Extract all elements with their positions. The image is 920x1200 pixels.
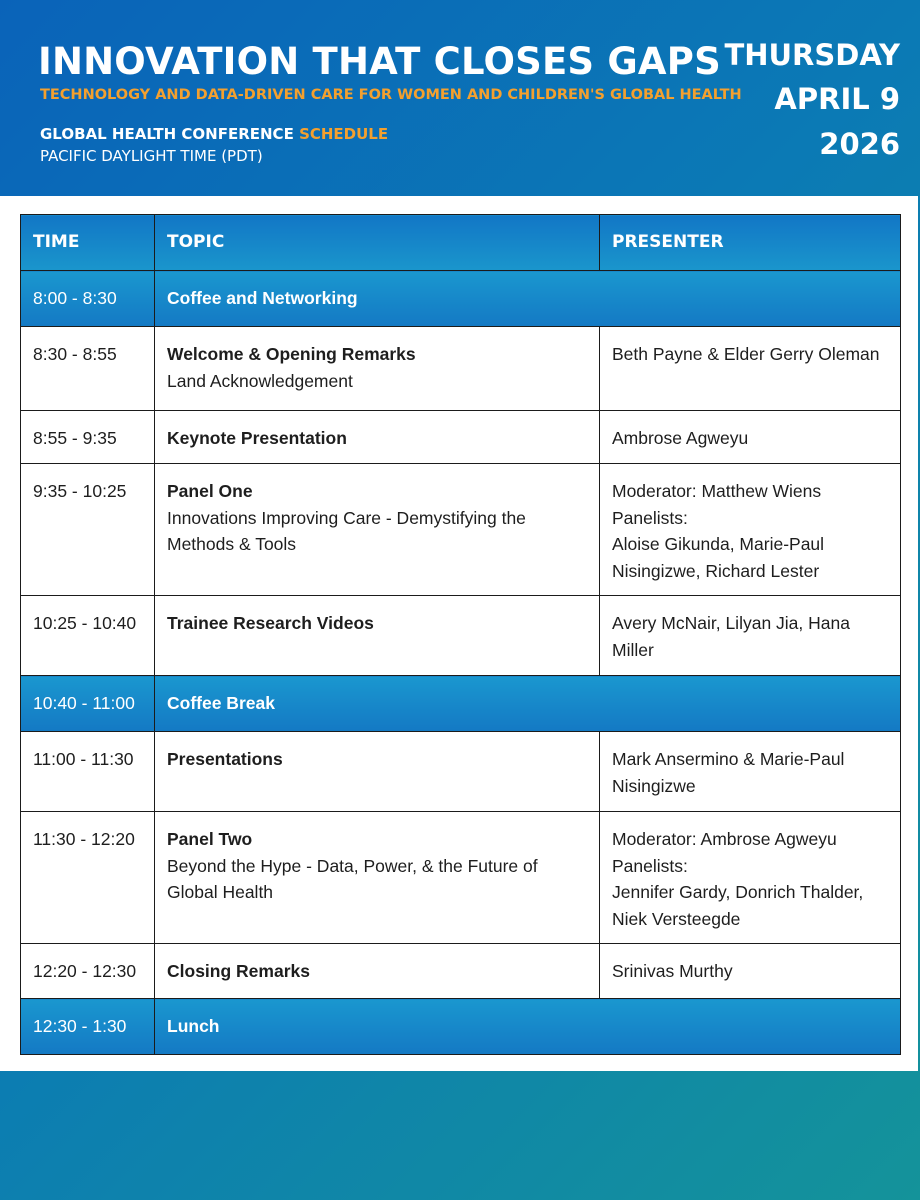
presenter-cell: Ambrose Agweyu — [600, 411, 901, 464]
topic-detail: Beyond the Hype - Data, Power, & the Future of Global Health — [167, 855, 538, 902]
topic-title: Panel Two — [167, 829, 253, 849]
column-header-topic: TOPIC — [155, 215, 600, 271]
topic-detail: Land Acknowledgement — [167, 370, 353, 391]
presenter-cell: Avery McNair, Lilyan Jia, Hana Miller — [600, 596, 901, 676]
time-cell: 12:20 - 12:30 — [21, 944, 155, 999]
conference-name: GLOBAL HEALTH CONFERENCE — [40, 125, 294, 143]
time-cell: 9:35 - 10:25 — [21, 464, 155, 596]
schedule-table — [20, 214, 901, 1055]
table-row — [21, 464, 901, 596]
topic-title: Panel One — [167, 481, 253, 501]
topic-title: Welcome & Opening Remarks — [167, 344, 416, 364]
time-cell: 12:30 - 1:30 — [21, 999, 155, 1055]
time-cell: 8:55 - 9:35 — [21, 411, 155, 464]
topic-cell — [155, 812, 600, 944]
topic-title: Closing Remarks — [167, 961, 310, 981]
table-row — [21, 271, 901, 327]
table-row — [21, 944, 901, 999]
time-cell: 10:25 - 10:40 — [21, 596, 155, 676]
presenter-moderator: Moderator: Ambrose Agweyu — [612, 829, 837, 849]
topic-cell — [155, 596, 600, 676]
time-cell: 8:00 - 8:30 — [21, 271, 155, 327]
table-row — [21, 676, 901, 732]
time-cell: 8:30 - 8:55 — [21, 327, 155, 411]
timezone-label: PACIFIC DAYLIGHT TIME (PDT) — [40, 147, 263, 165]
table-row — [21, 999, 901, 1055]
topic-cell — [155, 327, 600, 411]
column-header-time: TIME — [21, 215, 155, 271]
header-banner — [0, 0, 920, 196]
schedule-panel — [0, 196, 918, 1071]
topic-cell — [155, 944, 600, 999]
page-title: INNOVATION THAT CLOSES GAPS — [38, 40, 721, 83]
table-row — [21, 327, 901, 411]
presenter-cell: Mark Ansermino & Marie-Paul Nisingizwe — [600, 732, 901, 812]
schedule-label: SCHEDULE — [299, 125, 389, 143]
table-row — [21, 411, 901, 464]
presenter-moderator: Moderator: Matthew Wiens — [612, 481, 822, 501]
topic-detail: Innovations Improving Care - Demystifying the Methods & Tools — [167, 507, 526, 554]
presenter-cell — [600, 812, 901, 944]
table-header-row — [21, 215, 901, 271]
page-subtitle: TECHNOLOGY AND DATA-DRIVEN CARE FOR WOMEN AND CHILDREN'S GLOBAL HEALTH — [40, 87, 742, 103]
topic-cell: Coffee Break — [155, 676, 901, 732]
topic-cell: Lunch — [155, 999, 901, 1055]
topic-title: Presentations — [167, 749, 283, 769]
time-cell: 11:30 - 12:20 — [21, 812, 155, 944]
topic-title: Trainee Research Videos — [167, 613, 374, 633]
column-header-presenter: PRESENTER — [600, 215, 901, 271]
presenter-cell: Srinivas Murthy — [600, 944, 901, 999]
table-row — [21, 596, 901, 676]
presenter-panelists-label: Panelists: — [612, 855, 688, 876]
topic-cell — [155, 411, 600, 464]
presenter-panelists: Aloise Gikunda, Marie-Paul Nisingizwe, Richard Lester — [612, 534, 825, 581]
conference-label — [40, 125, 388, 144]
table-row — [21, 812, 901, 944]
event-year: 2026 — [819, 127, 900, 161]
topic-cell — [155, 464, 600, 596]
event-date: APRIL 9 — [774, 82, 900, 116]
presenter-panelists-label: Panelists: — [612, 507, 688, 528]
topic-title: Keynote Presentation — [167, 428, 347, 448]
time-cell: 10:40 - 11:00 — [21, 676, 155, 732]
topic-cell — [155, 732, 600, 812]
presenter-cell — [600, 464, 901, 596]
topic-cell: Coffee and Networking — [155, 271, 901, 327]
presenter-panelists: Jennifer Gardy, Donrich Thalder, Niek Versteegde — [612, 882, 864, 929]
table-row — [21, 732, 901, 812]
time-cell: 11:00 - 11:30 — [21, 732, 155, 812]
presenter-cell: Beth Payne & Elder Gerry Oleman — [600, 327, 901, 411]
event-day: THURSDAY — [724, 38, 900, 72]
